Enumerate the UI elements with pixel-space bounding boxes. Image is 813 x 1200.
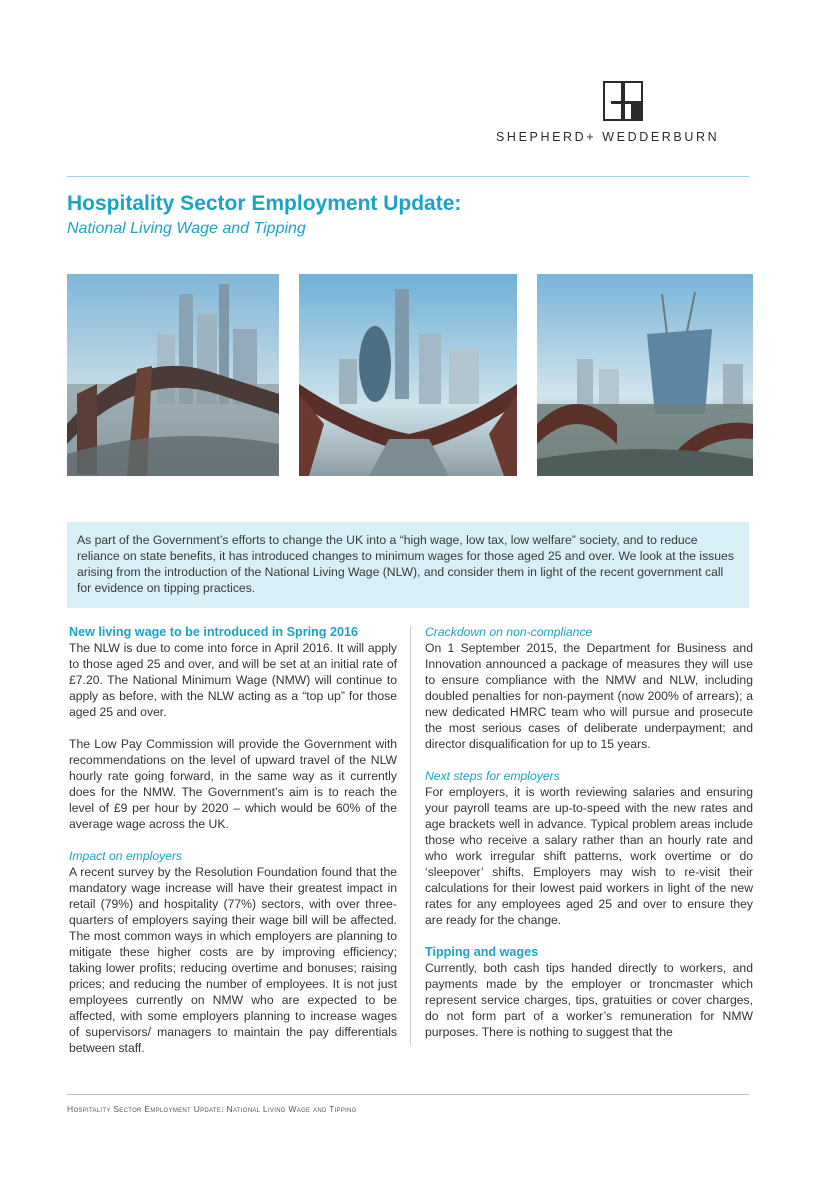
heading-tipping-and-wages: Tipping and wages: [425, 945, 539, 959]
column-divider: [410, 626, 411, 1046]
heading-impact-on-employers: Impact on employers: [69, 849, 183, 863]
photo-city-bridge-left: [67, 274, 279, 476]
paragraph: Currently, both cash tips handed directly to workers, and payments made by the employer or troncmaster which represent service charges, tips, gratuities or cover charges, do not form part of a worker’s remuneration for NMW purposes. There is nothing to suggest that the: [425, 961, 753, 1039]
page-title: Hospitality Sector Employment Update:: [67, 192, 462, 215]
photo-gherkin-bridge: [299, 274, 517, 476]
paragraph: The Low Pay Commission will provide the Government with recommendations on the level of upward travel of the NLW hourly rate going forward, in the same way as it currently does for the NMW. The Government’s aim is to reach the level of £9 per hour by 2020 – which would be 60% of the average wage across the UK.: [69, 737, 397, 831]
paragraph: On 1 September 2015, the Department for Business and Innovation announced a package of measures they will use to ensure compliance with the NMW and NLW, including doubled penalties for non-payment (now 200% of arrears); a new dedicated HMRC team who will pursue and prosecute the most serious cases of deliberate underpayment; and director disqualification for up to 15 years.: [425, 641, 753, 751]
header-divider: [67, 176, 749, 177]
paragraph: The NLW is due to come into force in April 2016. It will apply to those aged 25 and over, and will be set at an initial rate of £7.20. The National Minimum Wage (NMW) will continue to apply as before, with the NLW acting as a “top up” for those aged 25 and over.: [69, 641, 397, 719]
logo-text: SHEPHERD+ WEDDERBURN: [496, 130, 720, 144]
heading-crackdown: Crackdown on non-compliance: [425, 625, 593, 639]
logo-mark-icon: [603, 81, 643, 121]
paragraph: A recent survey by the Resolution Foundation found that the mandatory wage increase will have their greatest impact in retail (79%) and hospitality (77%) sectors, with over three-quarters of employers saying their wage bill will be affected. The most common ways in which employers are planning to mitigate these higher costs are by improving efficiency; taking lower profits; reducing overtime and bonuses; raising prices; and reducing the number of employees. It is not just employees currently on NMW who are expected to be affected, with some employers planning to increase wages of supervisors/ managers to maintain the pay differentials between staff.: [69, 865, 397, 1055]
footer-text: Hospitality Sector Employment Update: National Living Wage and Tipping: [67, 1104, 357, 1114]
footer-divider: [67, 1094, 749, 1095]
photo-walkie-talkie-bridge: [537, 274, 753, 476]
right-column: [425, 624, 753, 1040]
heading-next-steps: Next steps for employers: [425, 769, 560, 783]
intro-box: As part of the Government’s efforts to change the UK into a “high wage, low tax, low welfare” society, and to reduce reliance on state benefits, it has introduced changes to minimum wages for those aged 25 and over. We look at the issues arising from the introduction of the National Living Wage (NLW), and consider them in light of the recent government call for evidence on tipping practices.: [67, 522, 749, 608]
heading-new-living-wage: New living wage to be introduced in Spring 2016: [69, 625, 359, 639]
page-subtitle: National Living Wage and Tipping: [67, 220, 306, 237]
paragraph: For employers, it is worth reviewing salaries and ensuring your payroll teams are up-to-speed with the new rates and age brackets well in advance. Typical problem areas include those who receive a salary rather than an hourly rate and who work irregular shift patterns, work overtime or do ‘sleepover’ shifts. Employers may wish to re-visit their calculations for their lowest paid workers in light of the new rates for any employees aged 25 and over to ensure they are ready for the change.: [425, 785, 753, 927]
left-column: [69, 624, 397, 1056]
